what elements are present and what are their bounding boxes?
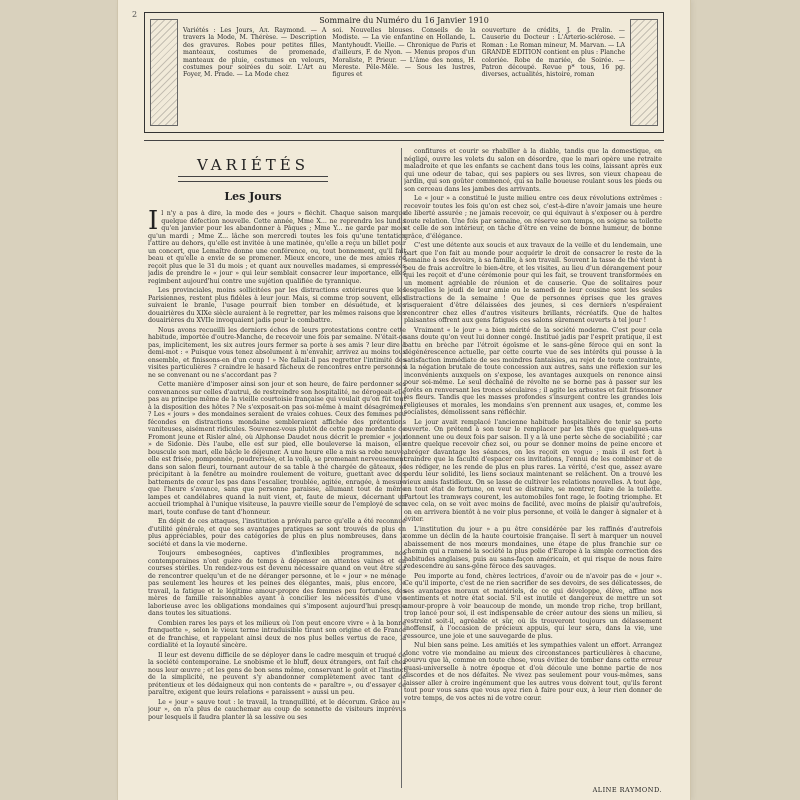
- article-paragraph: En dépit de ces attaques, l'institution a prévalu parce qu'elle a été reconnue d'utilité générale, et que ses avantages pratiques se sont trouvés de plus en plus appréciables, pour des catégories de plus en plus nombreuses, dans la société et dans la vie moderne.: [148, 518, 406, 548]
- table-of-contents: [144, 12, 664, 133]
- article-paragraph: Nous avons recueilli les derniers échos de leurs protestations contre cette habitude, importée d'outre-Manche, de recevoir une fois par semaine. N'était-ce pas, implicitement, les six autres jours fermer sa porte à ses amis ? leur dire à demi-mot : « Puisque vous tenez absolument à m'envahir, arrivez au moins tous ensemble, et finissons-en d'un coup ! » Ne fallait-il pas regretter l'intimité des visites particulières ? craindre le hasard fâcheux de rencontres entre personnes ne se convenant ou ne s'accordant pas ?: [148, 326, 406, 379]
- section-title: VARIÉTÉS: [196, 156, 310, 174]
- summary-column-3: couverture de crédits, J. de Pralin. — Causerie du Docteur : L'Arterio-sclérose. — Roman : Le Roman mineur, M. Marvan. — LA GRANDE EDITION contient en plus : Planche coloriée. Robe de mariée, de Soirée. — Patron découpé. Revue p* tous, 16 pg. diverses, actualités, histoire, roman: [481, 27, 625, 79]
- magazine-page: [118, 0, 690, 800]
- article-paragraph: C'est une détente aux soucis et aux travaux de la veille et du lendemain, une part que l'on fait au monde pour acquérir le droit de consacrer le reste de la semaine à ses devoirs, à sa famille, à son travail. Souvent la tasse de thé vient à peu de frais accroître le bien-être, et les visites, au lieu d'un dérangement pour qui les reçoit et d'une cérémonie pour qui les fait, se trouvent transformées en un moment agréable de réunion et de causerie. Que de solitaires pour lesquelles le jeudi de leur amie ou le samedi de leur cousine sont les seules distractions de la semaine ! Que de personnes éprises que les graves risqueraient d'être délaissées des jeunes, si ces derniers n'espéraient rencontrer chez elles d'autres visiteurs brillants, récréatifs. Que de haltes plaisantes offrent aux gens fatigués ces salons sûrement ouverts à tel jour !: [404, 242, 662, 324]
- article-column-left: [148, 210, 406, 786]
- article-paragraph: Il n'y a pas à dire, la mode des « jours » fléchit. Chaque saison marque quelque défection nouvelle. Cette année, Mme X... ne reprendra les lundis qu'en janvier pour les abandonner à Pâques ; Mme Y... ne garde par mois qu'un mardi ; Mme Z... lâche son mercredi toutes les fois qu'une tentation l'attire au dehors, qu'elle est invitée à une matinée, qu'elle a reçu un billet pour un concert, que Lemaître donne une conférence, ou, tout bonnement, qu'il fait beau et qu'elle a envie de se promener. Mieux encore, une de mes amies ne reçoit plus que le 31 du mois ; et quant aux nouvelles madames, si empressées jadis de prendre le « jour » qui leur semblait consacrer leur importance, elles regimbent aujourd'hui contre une sujétion qualifiée de tyrannique.: [148, 210, 406, 285]
- article-paragraph: Le « jour » a constitué le juste milieu entre ces deux révolutions extrêmes : recevoir toutes les fois qu'on est chez soi, c'est-à-dire n'avoir jamais une heure de liberté assurée ; ne jamais recevoir, ce qui équivaut à s'exposer ou à perdre toute relation. Une fois par semaine, on réserve son temps, on soigne sa toilette et celle de son intérieur, on tâche d'être en veine de bonne humeur, de bonne grâce, d'élégance.: [404, 195, 662, 240]
- article-paragraph: Vraiment « le jour » a bien mérité de la société moderne. C'est pour cela sans doute qu'on veut lui donner congé. Institué jadis par l'esprit pratique, il est battu en brèche par l'étroit égoïsme et le sans-gêne féroce qui en sont la dégénérescence actuelle, par cette courte vue de ses intérêts qui pousse à la satisfaction immédiate de ses moindres fantaisies, au rejet de toute contrainte, à la négation brutale de toute concession aux autres, sans une réflexion sur les inconvénients auxquels on s'expose, les avantages auxquels on renonce ainsi pour soi-même. Le seul déchaîné de révolte ne se borne pas à passer sur les forêts en renversant les troncs séculaires ; il agite les arbustes et fait frissonner les fleurs. Tandis que les masses profondes s'insurgent contre les grandes lois religieuses et morales, les mondains s'en prennent aux usages, et, comme les socialistes, démolissent sans réfléchir.: [404, 326, 662, 416]
- article-paragraph: confitures et courir se rhabiller à la diable, tandis que la domestique, en négligé, ouvre les volets du salon en désordre, que le mari opère une retraite maladroite et que les enfants se cachent dans tous les coins, laissant après eux qui une odeur de tabac, qui ses papiers ou ses livres, son vieux chapeau de jardin, qui son goûter commencé, qui sa balle boueuse roulant sous les pieds ou son cerceau dans les jambes des arrivants.: [404, 148, 662, 193]
- page-number: 2: [132, 10, 138, 19]
- summary-column-1: Variétés : Les Jours, Aл. Raymond. — A travers la Mode, M. Thérèse. — Description des gravures. Robes pour petites filles, manteaux, costumes de promenade, manteaux de pluie, costumes en velours, costumes pour soirées du soir. L'Art au Foyer, M. Prade. — La Mode chez: [183, 27, 327, 79]
- section-ornament: [178, 176, 328, 182]
- article-paragraph: Le « jour » sauve tout : le travail, la tranquillité, et le décorum. Grâce au « jour », on n'a plus de cauchemar au coup de sonnette de visiteurs imprévus pour lesquels il faudra planter là sa lessive ou ses: [148, 698, 406, 721]
- article-paragraph: Il leur est devenu difficile de se déployer dans le cadre mesquin et truqué de la société contemporaine. Le snobisme et le bluff, deux étrangers, ont fait chez nous leur œuvre ; et les gens de bon sens même, conservant le goût et l'instinct de la simplicité, ne peuvent s'y abandonner complètement avec tant de prétentieux et les dédaigneux qui non contents de « paraître », ou d'essayer de paraître, exigent que leurs relations « paraissent » aussi un peu.: [148, 651, 406, 696]
- header-rule: [144, 140, 664, 141]
- summary-column-2: soi. Nouvelles blouses. Conseils de la Modiste. — La vie enfantine en Hollande, L. Mantyhoudt. Vieille. — Chronique de Paris et d'ailleurs, F. de Nyon. — Menus propos d'un Moraliste, P. Prieur. — L'âme des noms, H. Mereste. Pêle-Mêle. — Sous les lustres, figures et: [332, 27, 476, 79]
- article-paragraph: Cette manière d'imposer ainsi son jour et son heure, de faire perdonner ses convenances sur celles d'autrui, de restreindre son hospitalité, ne dérogeait-elle pas au principe même de la vieille courtoisie française qui voulait qu'on fût tout à la disposition des hôtes ? Ne s'exposait-on pas soi-même à maint désagrément ? Les « jours » des mondaines seraient de vraies cohues. Ceux des femmes peu fécondes en distractions mondaine sembleraient affichée des prétentions vaniteuses, aisément ridicules. Souvenez-vous plutôt de cette page mordante de Fromont jeune et Risler aîné, où Alphonse Daudet nous décrit le premier « jour » de Sidonie. Dès l'aube, elle est sur pied, elle bouleverse la maison, elle bouscule son mari, elle bâcle le déjeuner. A une heure elle a mis sa robe neuve, elle est frisée, pomponnée, poudrerisée, et la voilà, se promenant nerveusement dans son salon fleuri, tournant autour de sa table à thé chargée de gâteaux, se précipitant à la fenêtre au moindre roulement de voiture, guettant avec des battements de cœur les pas dans l'escalier, troublée, agitée, enragée, à mesure que l'heure s'avance, sans que personne paraisse, allumant tout de même lampes et candélabres quand la nuit vient, et, faute de mieux, décernant un accueil triomphal à l'unique visiteuse, la pauvre vieille sœur de l'employé de son mari, toute confuse de tant d'honneur.: [148, 381, 406, 516]
- article-paragraph: Les provinciales, moins sollicitées par les distractions extérieures que les Parisiennes, restent plus fidèles à leur jour. Mais, si comme trop souvent, elles suivaient le branle, l'usage pourrait bien tomber en désuétude, et les douairières du XIXe siècle auraient à le regretter, par les mêmes raisons que les douairières du XVIIe invoquaient jadis pour le combattre.: [148, 287, 406, 324]
- article-title: Les Jours: [224, 190, 282, 203]
- author-signature: ALINE RAYMOND.: [592, 786, 662, 794]
- column-divider: [401, 148, 402, 788]
- article-paragraph: Le jour avait remplacé l'ancienne habitude hospitalière de tenir sa porte ouverte. On prétend à son tour le remplacer par les thés que quelques-uns donnent une ou deux fois par saison. Il y a là une perte sèche de sociabilité ; car entre quelque recevoir chez soi, ou pour se donner moins de peine encore et abréger davantage les séances, on les reçoit en vogue ; mais il est fort à craindre que la faculté d'espacer ces invitations, l'ennui de les combiner et de les rédiger, ne les rende de plus en plus rares. La vérité, c'est que, assez avare perdu leur solidité, les liens sociaux maintenant se relâchent. On a trouvé les vieux amis fastidieux. On se lasse de cultiver les relations nouvelles. A tout âge, en tout état de fortune, on veut se distraire, se montrer, faire de la toilette. Partout les tramways courent, les automobiles font rage, le footing triomphe. Et avec cela, on se voit avec moins de facilité, avec moins de plaisir qu'autrefois, on en arrivera bientôt à ne voir plus personne, et voilà le danger à signaler et à éviter.: [404, 418, 662, 523]
- article-paragraph: Peu importe au fond, chères lectrices, d'avoir ou de n'avoir pas de « jour ». Ce qu'il importe, c'est de ne rien sacrifier de ses devoirs, de ses délicatesses, de ses avantages moraux et matériels, de ce qui développe, élève, affine nos sentiments et notre état social. S'il est inutile et dangereux de mettre un sot amour-propre à voir beaucoup de monde, un monde trop riche, trop brillant, trop lancé pour soi, il est indispensable de créer autour des siens un milieu, si restreint soit-il, agréable et sûr, où ils trouveront toujours un délassement inoffensif, à l'occasion de précieux appuis, qui leur sera, dans la vie, une ressource, une joie et une sauvegarde de plus.: [404, 572, 662, 640]
- article-paragraph: L'institution du jour » a pu être considérée par les raffinés d'autrefois comme un déclin de la haute courtoisie française. Il sert à marquer un nouvel abaissement de nos mœurs mondaines, une étape de plus franchie sur ce chemin qui a ramené la société la plus polie d'Europe à la simple correction des habitudes anglaises, puis au sans-façon américain, et qui risque de nous faire redescendre au sans-gêne féroce des sauvages.: [404, 525, 662, 570]
- summary-columns: [183, 27, 625, 79]
- article-column-right: [404, 148, 662, 788]
- article-paragraph: Toujours embesognées, captives d'inflexibles programmes, nos contemporaines n'ont guère de temps à dépenser en attentes vaines et en courses stériles. Un rendez-vous est devenu nécessaire quand on veut être sûr de rencontrer quelqu'un et de ne déranger personne, et le « jour » ne ménage pas seulement les heures et les peines des élégantes, mais, plus encore, le travail, la fatigue et le légitime amour-propre des femmes peu fortunées, des mères de famille raisonnables ayant à concilier les nécessités d'une vie laborieuse avec les obligations mondaines qui s'imposent aujourd'hui presque dans toutes les situations.: [148, 550, 406, 617]
- drop-cap: I: [148, 210, 159, 236]
- article-paragraph: Combien rares les pays et les milieux où l'on peut encore vivre « à la bonne franquette », selon le vieux terme intraduisible tirant son origine et de France et de franchise, et rappelant ainsi deux de nos plus belles vertus de race, la cordialité et la loyauté sincère.: [148, 619, 406, 649]
- article-paragraph: Nul bien sans peine. Les amitiés et les sympathies valent un effort. Arrangez donc votre vie mondaine au mieux des circonstances particulières à chacune, pourvu que là, comme en toute chose, vous évitiez de tomber dans cette erreur quasi-universelle à notre époque et d'où découle une bonne partie de nos discordes et de nos défaites. Ne vivez pas seulement pour vous-mêmes, sans laisser aller à croire ingénument que les autres vous doivent tout, qu'ils feront tout pour vous sans que vous ayez rien à faire pour eux, à leur rien donner de votre temps, de vos actes ni de votre cœur.: [404, 642, 662, 702]
- summary-title: Sommaire du Numéro du 16 Janvier 1910: [319, 16, 489, 25]
